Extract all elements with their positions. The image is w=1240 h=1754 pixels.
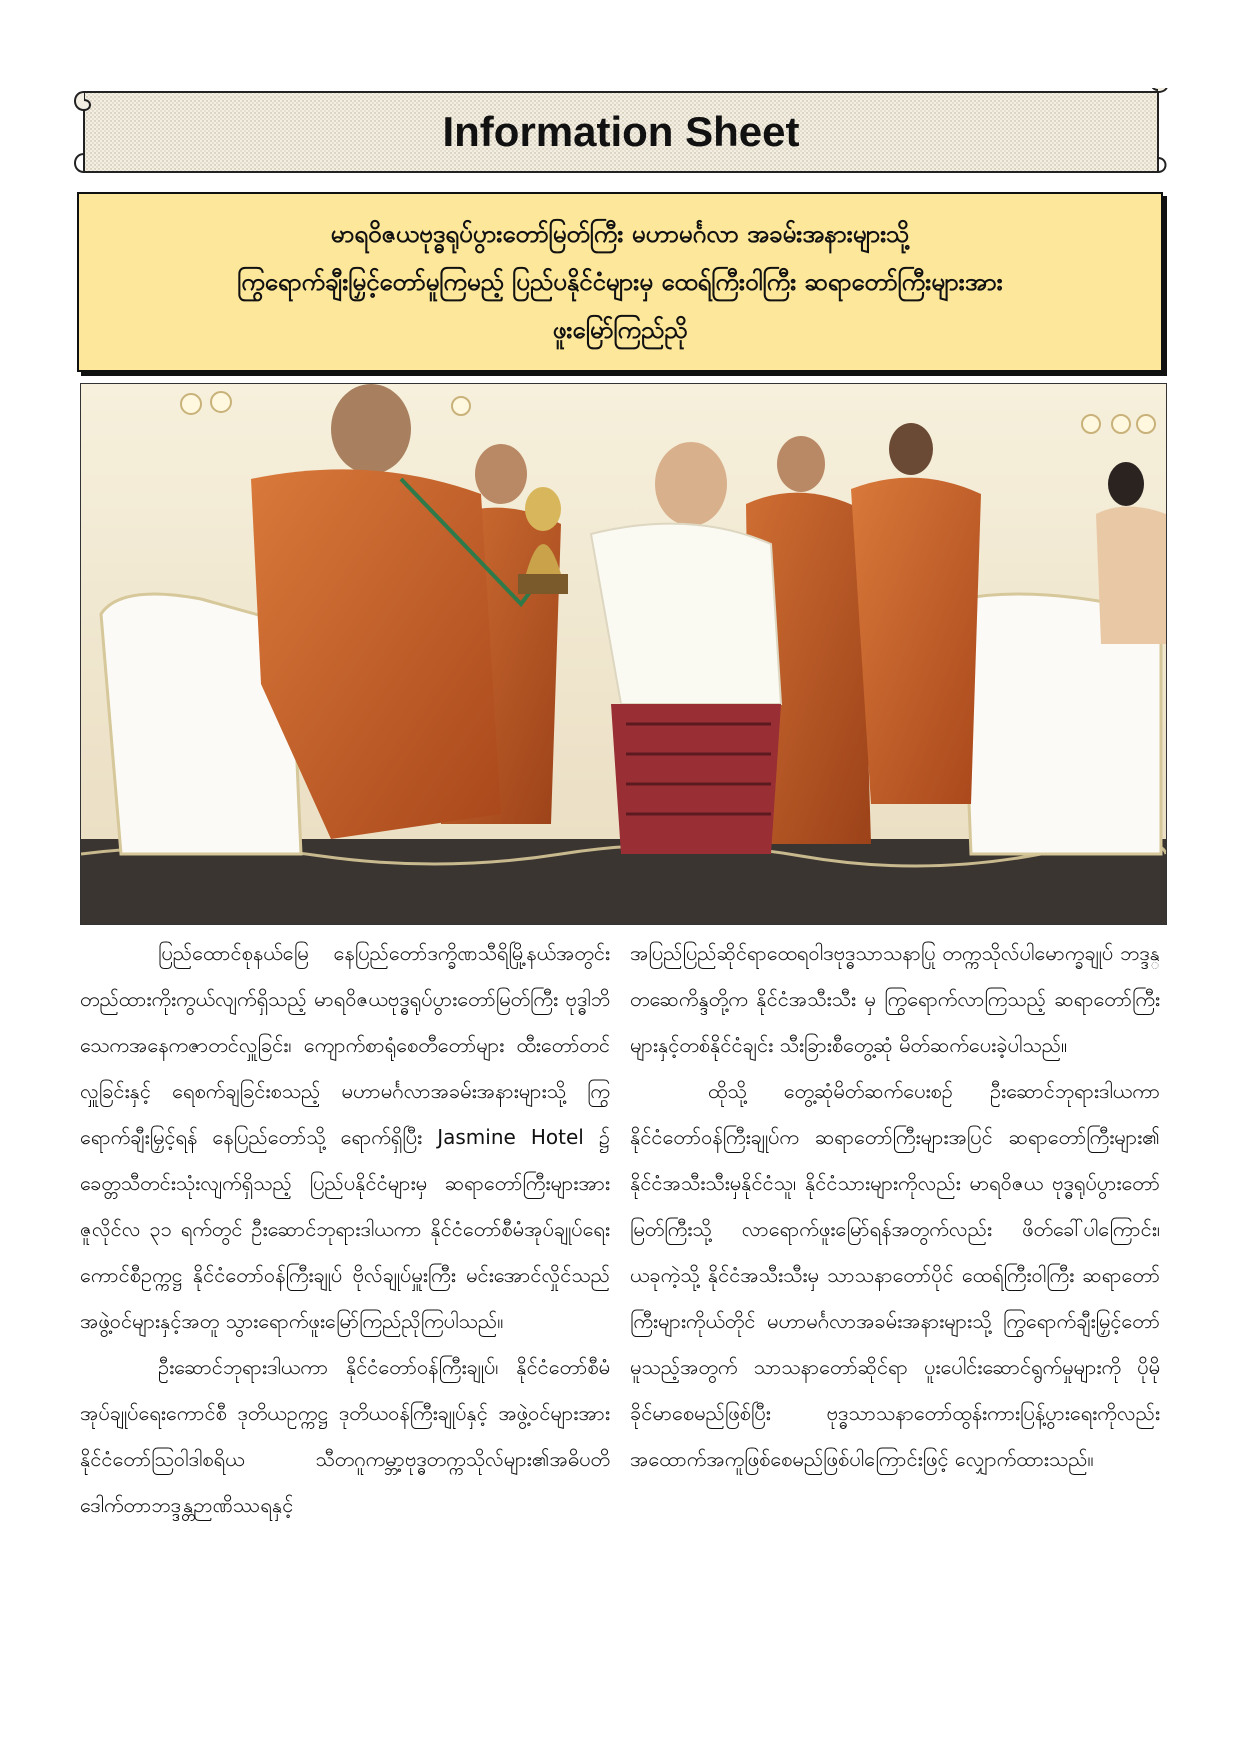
article-column-left	[80, 930, 610, 1528]
headline-line: မာရဝိဇယဗုဒ္ဓရုပ်ပွားတော်မြတ်ကြီး မဟာမင်္ဂလာ အခမ်းအနားများသို့	[330, 220, 910, 248]
article-paragraph: ပြည်ထောင်စုနယ်မြေ နေပြည်တော်ဒက္ခိဏသီရိမြို့နယ်အတွင်း တည်ထားကိုးကွယ်လျက်ရှိသည့် မာရဝိဇယဗုဒ္ဓရုပ်ပွားတော်မြတ်ကြီး ဗုဒ္ဓါဘိသေကအနေကဇာတင်လှူခြင်း၊ ကျောက်စာရုံစေတီတော်များ ထီးတော်တင်လှူခြင်းနှင့် ရေစက်ချခြင်းစသည့် မဟာမင်္ဂလာအခမ်းအနားများသို့ ကြွရောက်ချီးမြှင့်ရန် နေပြည်တော်သို့ ရောက်ရှိပြီး Jasmine Hotel ၌ ခေတ္တသီတင်းသုံးလျက်ရှိသည့် ပြည်ပနိုင်ငံများမှ ဆရာတော်ကြီးများအား ဇူလိုင်လ ၃၁ ရက်တွင် ဦးဆောင်ဘုရားဒါယကာ နိုင်ငံတော်စီမံအုပ်ချုပ်ရေးကောင်စီဥက္ကဋ္ဌ နိုင်ငံတော်ဝန်ကြီးချုပ် ဗိုလ်ချုပ်မှူးကြီး မင်းအောင်လှိုင်သည် အဖွဲ့ဝင်များနှင့်အတူ သွားရောက်ဖူးမြော်ကြည်ညိုကြပါသည်။	[80, 941, 610, 1333]
title-banner	[74, 88, 1168, 176]
article-paragraph: ဦးဆောင်ဘုရားဒါယကာ နိုင်ငံတော်ဝန်ကြီးချုပ်၊ နိုင်ငံတော်စီမံအုပ်ချုပ်ရေးကောင်စီ ဒုတိယဥက္ကဋ္ဌ ဒုတိယဝန်ကြီးချုပ်နှင့် အဖွဲ့ဝင်များအား နိုင်ငံတော်သြဝါဒါစရိယ သီတဂူကမ္ဘာ့ဗုဒ္ဓတက္ကသိုလ်များ၏အဓိပတိ ဒေါက်တာဘဒ္ဒန္တဉာဏိဿရနှင့်	[80, 1355, 610, 1517]
article-paragraph: ထိုသို့ တွေ့ဆုံမိတ်ဆက်ပေးစဉ် ဦးဆောင်ဘုရားဒါယကာ နိုင်ငံတော်ဝန်ကြီးချုပ်က ဆရာတော်ကြီးများအပြင် ဆရာတော်ကြီးများ၏ နိုင်ငံအသီးသီးမှနိုင်ငံသူ၊ နိုင်ငံသားများကိုလည်း မာရဝိဇယ ဗုဒ္ဓရုပ်ပွားတော်မြတ်ကြီးသို့ လာရောက်ဖူးမြော်ရန်အတွက်လည်း ဖိတ်ခေါ်ပါကြောင်း၊ ယခုကဲ့သို့ နိုင်ငံအသီးသီးမှ သာသနာတော်ပိုင် ထေရ်ကြီးဝါကြီး ဆရာတော်ကြီးများကိုယ်တိုင် မဟာမင်္ဂလာအခမ်းအနားများသို့ ကြွရောက်ချီးမြှင့်တော်မူသည့်အတွက် သာသနာတော်ဆိုင်ရာ ပူးပေါင်းဆောင်ရွက်မှုများကို ပိုမိုခိုင်မာစေမည်ဖြစ်ပြီး ဗုဒ္ဓသာသနာတော်ထွန်းကားပြန့်ပွားရေးကိုလည်း အထောက်အကူဖြစ်စေမည်ဖြစ်ပါကြောင်းဖြင့် လျှောက်ထားသည်။	[630, 1079, 1160, 1471]
page-title: Information Sheet	[442, 108, 800, 155]
headline-box	[77, 192, 1163, 372]
photo-illustration	[81, 384, 1166, 924]
headline-line: ဖူးမြော်ကြည်ညို	[552, 316, 688, 344]
event-photo	[80, 383, 1167, 925]
headline-line: ကြွရောက်ချီးမြှင့်တော်မူကြမည့် ပြည်ပနိုင်ငံများမှ ထေရ်ကြီးဝါကြီး ဆရာတော်ကြီးများအား	[237, 268, 1003, 296]
article-column-right	[630, 930, 1160, 1482]
article-paragraph: အပြည်ပြည်ဆိုင်ရာထေရဝါဒဗုဒ္ဓသာသနာပြု တက္ကသိုလ်ပါမောက္ခချုပ် ဘဒ္ဒန္တဆေကိန္ဒတို့က နိုင်ငံအသီးသီး မှ ကြွရောက်လာကြသည့် ဆရာတော်ကြီးများနှင့်တစ်နိုင်ငံချင်း သီးခြားစီတွေ့ဆုံ မိတ်ဆက်ပေးခဲ့ပါသည်။	[630, 941, 1160, 1057]
